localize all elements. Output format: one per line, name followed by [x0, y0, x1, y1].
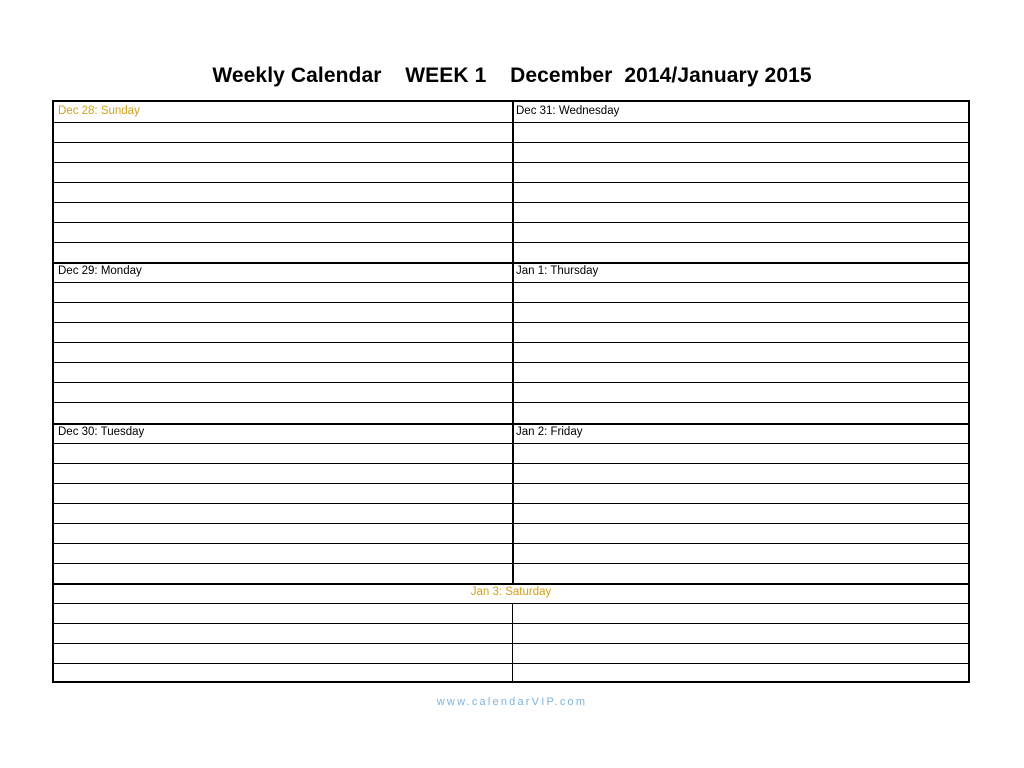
ruled-line: [54, 362, 968, 363]
calendar-lines: [54, 102, 968, 681]
ruled-line: [54, 162, 968, 163]
day-label-tuesday: Dec 30: Tuesday: [58, 426, 145, 438]
page-title: Weekly Calendar WEEK 1 December 2014/January 2015: [212, 64, 812, 87]
ruled-line: [54, 503, 968, 504]
day-label-saturday: Jan 3: Saturday: [470, 586, 552, 598]
ruled-line: [54, 443, 968, 444]
section-divider: [54, 423, 968, 425]
column-divider: [512, 603, 513, 681]
day-label-sunday: Dec 28: Sunday: [58, 105, 140, 117]
ruled-line: [54, 282, 968, 283]
column-divider: [512, 102, 514, 583]
footer-website: www.calendarVIP.com: [436, 696, 588, 708]
ruled-line: [54, 523, 968, 524]
ruled-line: [54, 182, 968, 183]
day-label-thursday: Jan 1: Thursday: [516, 265, 599, 277]
ruled-line: [54, 222, 968, 223]
ruled-line: [54, 322, 968, 323]
day-label-wednesday: Dec 31: Wednesday: [516, 105, 620, 117]
section-divider: [54, 583, 968, 585]
ruled-line: [54, 483, 968, 484]
ruled-line: [54, 603, 968, 604]
ruled-line: [54, 122, 968, 123]
ruled-line: [54, 563, 968, 564]
ruled-line: [54, 402, 968, 403]
ruled-line: [54, 202, 968, 203]
section-divider: [54, 262, 968, 264]
ruled-line: [54, 242, 968, 243]
ruled-line: [54, 142, 968, 143]
ruled-line: [54, 342, 968, 343]
day-label-monday: Dec 29: Monday: [58, 265, 142, 277]
ruled-line: [54, 382, 968, 383]
ruled-line: [54, 463, 968, 464]
ruled-line: [54, 302, 968, 303]
ruled-line: [54, 663, 968, 664]
ruled-line: [54, 643, 968, 644]
day-label-friday: Jan 2: Friday: [516, 426, 583, 438]
ruled-line: [54, 543, 968, 544]
weekly-calendar-grid: [52, 100, 970, 683]
ruled-line: [54, 623, 968, 624]
